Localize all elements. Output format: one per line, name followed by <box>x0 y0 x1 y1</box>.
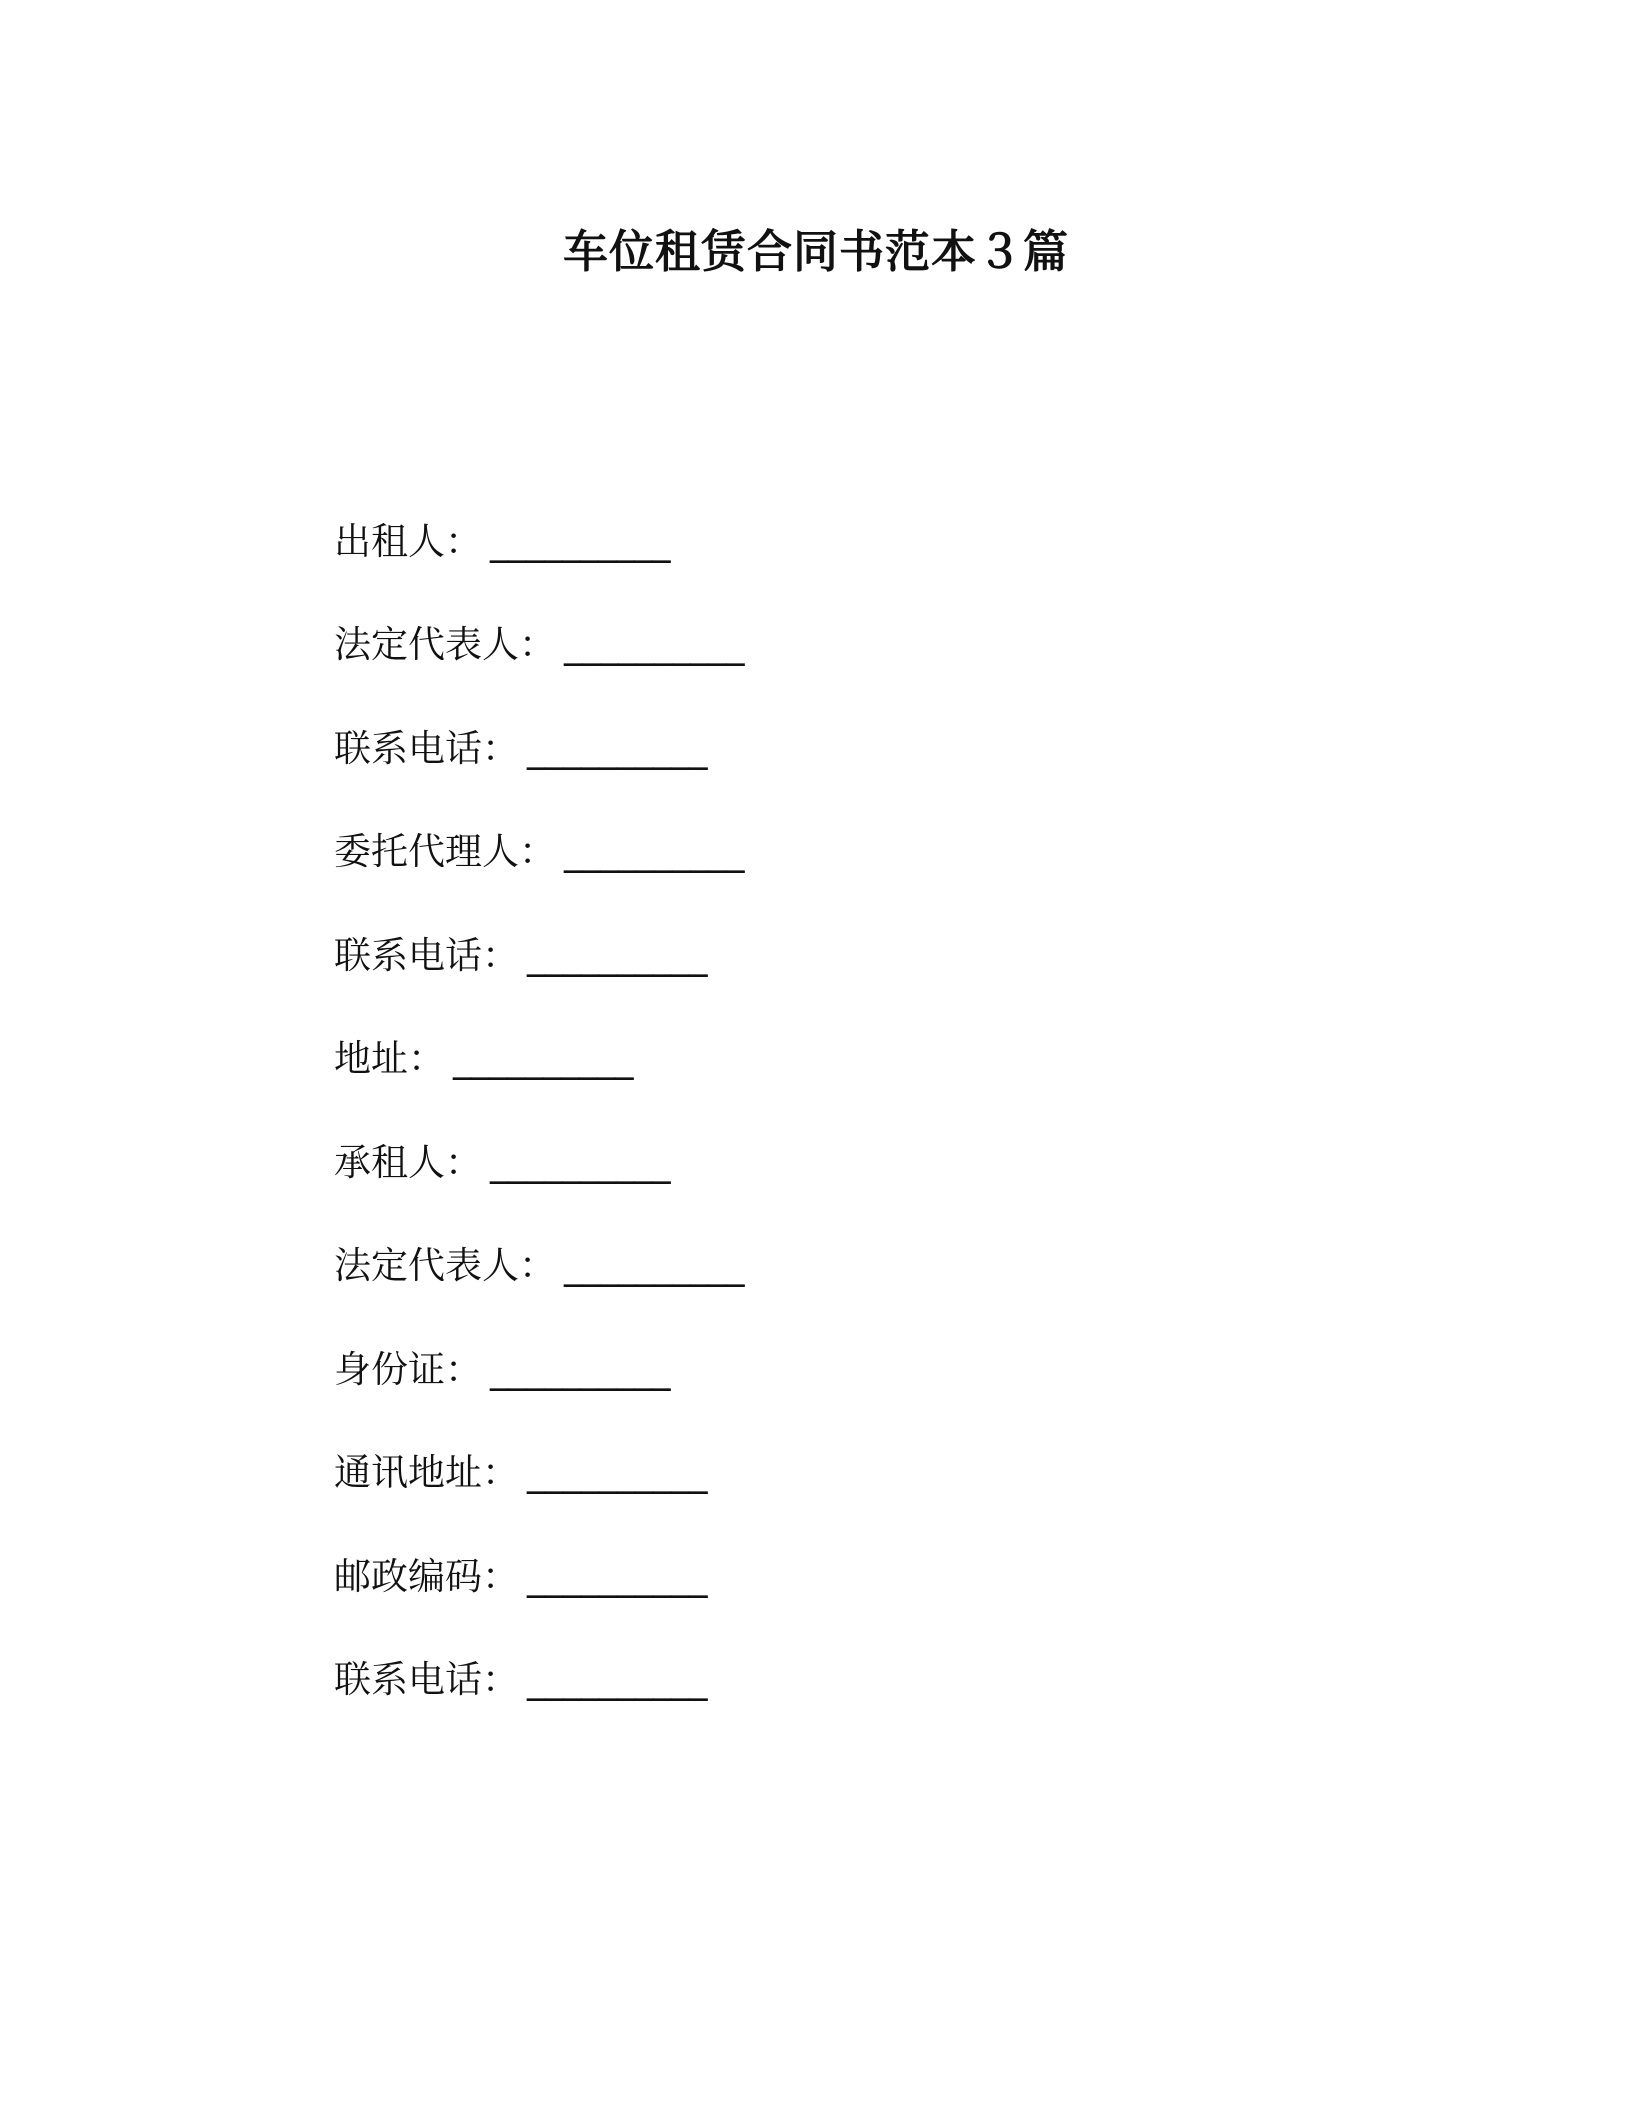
field-blank-line: __________ <box>453 1037 633 1081</box>
field-lessor-phone <box>334 697 1434 801</box>
field-id-card <box>334 1318 1434 1422</box>
field-label: 邮政编码： <box>334 1554 519 1598</box>
field-label: 通讯地址： <box>334 1451 519 1495</box>
field-lessee <box>334 1111 1434 1215</box>
field-postal-code <box>334 1525 1434 1629</box>
field-lessor <box>334 490 1434 594</box>
field-label: 委托代理人： <box>334 830 556 874</box>
field-label: 法定代表人： <box>334 623 556 667</box>
field-lessee-legal-representative <box>334 1215 1434 1319</box>
field-blank-line: __________ <box>564 1244 744 1288</box>
field-blank-line: __________ <box>564 830 744 874</box>
field-label: 出租人： <box>334 519 482 563</box>
field-mailing-address <box>334 1422 1434 1526</box>
document-title: 车位租赁合同书范本３篇 <box>562 225 1069 278</box>
field-label: 联系电话： <box>334 726 519 770</box>
field-label: 身份证： <box>334 1347 482 1391</box>
field-authorized-agent <box>334 801 1434 905</box>
field-blank-line: __________ <box>490 1140 670 1184</box>
field-blank-line: __________ <box>490 519 670 563</box>
field-label: 法定代表人： <box>334 1244 556 1288</box>
field-blank-line: __________ <box>527 933 707 977</box>
field-blank-line: __________ <box>527 1451 707 1495</box>
field-label: 联系电话： <box>334 933 519 977</box>
field-lessor-address <box>334 1008 1434 1112</box>
field-label: 联系电话： <box>334 1658 519 1702</box>
field-agent-phone <box>334 904 1434 1008</box>
field-lessor-legal-representative <box>334 594 1434 698</box>
field-blank-line: __________ <box>527 1658 707 1702</box>
field-blank-line: __________ <box>490 1347 670 1391</box>
field-label: 承租人： <box>334 1140 482 1184</box>
party-info-fields <box>334 490 1434 1732</box>
field-blank-line: __________ <box>527 726 707 770</box>
field-lessee-phone <box>334 1629 1434 1733</box>
field-blank-line: __________ <box>527 1554 707 1598</box>
field-blank-line: __________ <box>564 623 744 667</box>
field-label: 地址： <box>334 1037 445 1081</box>
